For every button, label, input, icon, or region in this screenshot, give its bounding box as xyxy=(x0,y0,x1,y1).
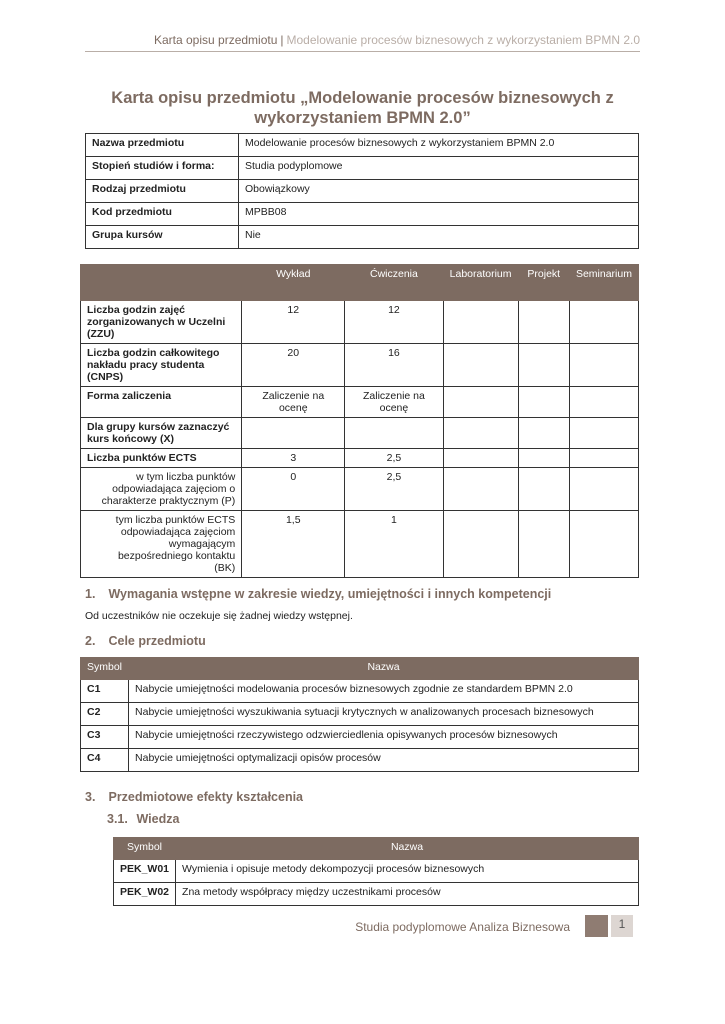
section-heading-1 xyxy=(85,587,551,601)
knowledge-name: Zna metody współpracy między uczestnikami procesów xyxy=(176,883,639,906)
header-right: Modelowanie procesów biznesowych z wykorzystaniem BPMN 2.0 xyxy=(286,33,640,47)
table-row xyxy=(81,468,639,511)
cell: 20 xyxy=(242,344,345,387)
hours-header-blank xyxy=(81,265,242,301)
section-heading-2 xyxy=(85,634,206,648)
page-number: 1 xyxy=(611,915,633,937)
cell: 1 xyxy=(345,511,443,578)
cell: 16 xyxy=(345,344,443,387)
knowledge-table xyxy=(113,837,639,906)
table-row xyxy=(81,418,639,449)
table-row xyxy=(81,449,639,468)
goal-name: Nabycie umiejętności optymalizacji opisów procesów xyxy=(129,749,639,772)
cell: 1,5 xyxy=(242,511,345,578)
row-label: Dla grupy kursów zaznaczyć kurs końcowy (X) xyxy=(81,418,242,449)
info-key: Kod przedmiotu xyxy=(86,203,239,226)
table-row xyxy=(81,680,639,703)
row-label: Forma zaliczenia xyxy=(81,387,242,418)
cell xyxy=(518,468,569,511)
info-key: Nazwa przedmiotu xyxy=(86,134,239,157)
table-row xyxy=(81,387,639,418)
cell xyxy=(569,418,638,449)
row-label: Liczba godzin zajęć zorganizowanych w Uczelni (ZZU) xyxy=(81,301,242,344)
cell xyxy=(518,449,569,468)
section-title: Wiedza xyxy=(136,812,180,826)
page-title: Karta opisu przedmiotu „Modelowanie procesów biznesowych z wykorzystaniem BPMN 2.0” xyxy=(111,89,614,127)
info-key: Grupa kursów xyxy=(86,226,239,249)
cell xyxy=(569,344,638,387)
cell: Zaliczenie na ocenę xyxy=(242,387,345,418)
header-symbol: Symbol xyxy=(81,658,129,680)
info-value: Modelowanie procesów biznesowych z wykorzystaniem BPMN 2.0 xyxy=(239,134,639,157)
cell xyxy=(518,344,569,387)
goal-symbol: C3 xyxy=(81,726,129,749)
table-row xyxy=(81,703,639,726)
goal-symbol: C4 xyxy=(81,749,129,772)
section-number: 2. xyxy=(85,634,96,648)
cell: 12 xyxy=(345,301,443,344)
hours-header-seminar: Seminarium xyxy=(569,265,638,301)
cell xyxy=(443,344,518,387)
hours-table xyxy=(80,264,639,578)
table-row xyxy=(86,203,639,226)
header-symbol: Symbol xyxy=(114,838,176,860)
cell xyxy=(443,511,518,578)
section-heading-3 xyxy=(85,790,303,804)
goals-table xyxy=(80,657,639,772)
goal-name: Nabycie umiejętności rzeczywistego odzwierciedlenia opisywanych procesów biznesowych xyxy=(129,726,639,749)
section-title: Przedmiotowe efekty kształcenia xyxy=(108,790,304,804)
info-key: Rodzaj przedmiotu xyxy=(86,180,239,203)
header-left: Karta opisu przedmiotu xyxy=(153,33,278,47)
table-row xyxy=(81,726,639,749)
header-divider xyxy=(85,51,640,52)
table-row xyxy=(86,180,639,203)
cell xyxy=(569,468,638,511)
cell xyxy=(443,387,518,418)
table-row xyxy=(81,511,639,578)
footer-text: Studia podyplomowe Analiza Biznesowa xyxy=(355,920,570,934)
cell xyxy=(443,418,518,449)
cell xyxy=(569,387,638,418)
info-value: Studia podyplomowe xyxy=(239,157,639,180)
cell xyxy=(242,418,345,449)
section-heading-3-1 xyxy=(107,812,179,826)
row-label: tym liczba punktów ECTS odpowiadająca zajęciom wymagającym bezpośredniego kontaktu (BK) xyxy=(81,511,242,578)
info-value: MPBB08 xyxy=(239,203,639,226)
goal-name: Nabycie umiejętności modelowania procesów biznesowych zgodnie ze standardem BPMN 2.0 xyxy=(129,680,639,703)
cell xyxy=(518,418,569,449)
info-value: Obowiązkowy xyxy=(239,180,639,203)
hours-header-row xyxy=(81,265,639,301)
running-header xyxy=(154,33,640,47)
knowledge-symbol: PEK_W01 xyxy=(114,860,176,883)
cell: Zaliczenie na ocenę xyxy=(345,387,443,418)
cell: 12 xyxy=(242,301,345,344)
section-1-text: Od uczestników nie oczekuje się żadnej wiedzy wstępnej. xyxy=(85,610,353,622)
cell xyxy=(518,511,569,578)
goal-symbol: C1 xyxy=(81,680,129,703)
info-key: Stopień studiów i forma: xyxy=(86,157,239,180)
cell xyxy=(443,301,518,344)
cell xyxy=(569,449,638,468)
section-title: Cele przedmiotu xyxy=(108,634,206,648)
cell: 0 xyxy=(242,468,345,511)
table-row xyxy=(114,883,639,906)
cell xyxy=(569,511,638,578)
table-row xyxy=(81,301,639,344)
knowledge-header-row xyxy=(114,838,639,860)
row-label: Liczba punktów ECTS xyxy=(81,449,242,468)
hours-header-project: Projekt xyxy=(518,265,569,301)
cell xyxy=(518,301,569,344)
goal-symbol: C2 xyxy=(81,703,129,726)
section-title: Wymagania wstępne w zakresie wiedzy, umiejętności i innych kompetencji xyxy=(108,587,552,601)
hours-header-exercises: Ćwiczenia xyxy=(345,265,443,301)
hours-header-lab: Laboratorium xyxy=(443,265,518,301)
cell xyxy=(443,449,518,468)
goals-header-row xyxy=(81,658,639,680)
header-name: Nazwa xyxy=(129,658,639,680)
header-name: Nazwa xyxy=(176,838,639,860)
table-row xyxy=(86,134,639,157)
table-row xyxy=(114,860,639,883)
cell: 2,5 xyxy=(345,468,443,511)
row-label: w tym liczba punktów odpowiadająca zajęciom o charakterze praktycznym (P) xyxy=(81,468,242,511)
table-row xyxy=(81,344,639,387)
row-label: Liczba godzin całkowitego nakładu pracy studenta (CNPS) xyxy=(81,344,242,387)
cell: 2,5 xyxy=(345,449,443,468)
header-separator: | xyxy=(280,33,284,47)
table-row xyxy=(86,157,639,180)
table-row xyxy=(81,749,639,772)
knowledge-symbol: PEK_W02 xyxy=(114,883,176,906)
cell: 3 xyxy=(242,449,345,468)
info-value: Nie xyxy=(239,226,639,249)
footer-accent-box xyxy=(585,915,608,937)
section-number: 3. xyxy=(85,790,96,804)
goal-name: Nabycie umiejętności wyszukiwania sytuacji krytycznych w analizowanych procesach biznesowych xyxy=(129,703,639,726)
table-row xyxy=(86,226,639,249)
hours-header-lecture: Wykład xyxy=(242,265,345,301)
cell xyxy=(443,468,518,511)
course-info-table xyxy=(85,133,639,249)
cell xyxy=(345,418,443,449)
section-number: 1. xyxy=(85,587,96,601)
knowledge-name: Wymienia i opisuje metody dekompozycji procesów biznesowych xyxy=(176,860,639,883)
cell xyxy=(518,387,569,418)
cell xyxy=(569,301,638,344)
section-number: 3.1. xyxy=(107,812,128,826)
